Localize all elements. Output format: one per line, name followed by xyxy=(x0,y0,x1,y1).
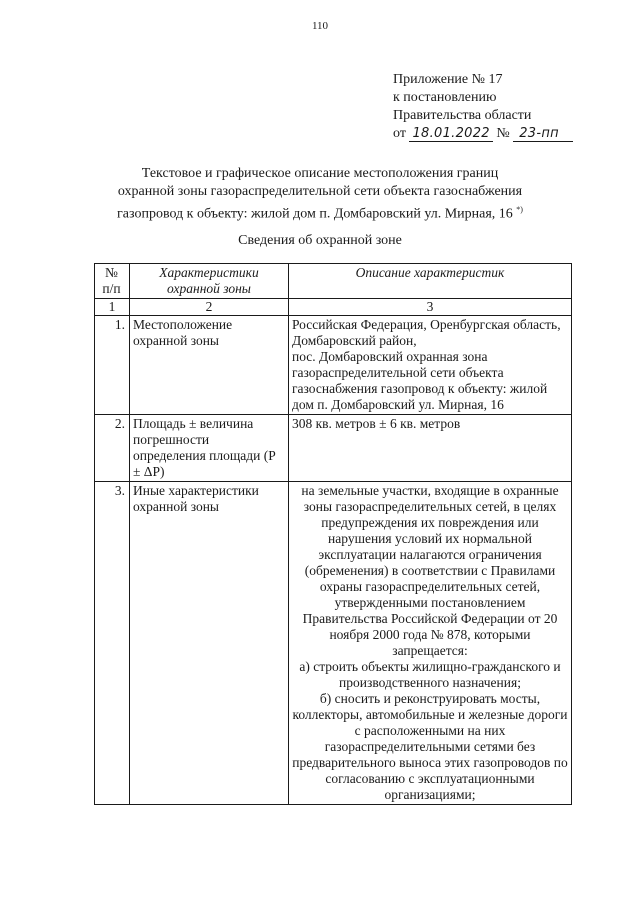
description-paragraph: 308 кв. метров ± 6 кв. метров xyxy=(292,416,461,431)
header-num: № п/п xyxy=(95,264,130,299)
handwritten-date: 18.01.2022 xyxy=(409,126,492,142)
row-description xyxy=(289,415,572,482)
description-paragraph: Российская Федерация, Оренбургская область, Домбаровский район, xyxy=(292,317,561,348)
title-line-3: газопровод к объекту: жилой дом п. Домбаровский ул. Мирная, 16 *) xyxy=(117,205,523,222)
table-row xyxy=(95,415,572,482)
from-label: от xyxy=(393,126,406,141)
handwritten-number: 23-пп xyxy=(513,126,573,142)
row-description xyxy=(289,316,572,415)
row-number: 1. xyxy=(95,316,130,415)
row-characteristic: Местоположение охранной зоны xyxy=(130,316,289,415)
title-line-1: Текстовое и графическое описание местоположения границ xyxy=(141,166,499,181)
row-characteristic: Площадь ± величина погрешности определения площади (P ± ΔP) xyxy=(130,415,289,482)
page-number: 110 xyxy=(311,20,329,32)
table-row xyxy=(95,482,572,805)
appendix-line-3: Правительства области xyxy=(393,108,532,123)
document-title xyxy=(0,165,640,224)
description-paragraph: на земельные участки, входящие в охранные зоны газораспределительных сетей, в целях предупреждения их повреждения или нарушения условий их нормальной эксплуатации налагаются ограничения (обременения) в соответствии с Правилами охраны газораспределительных сетей, утвержденными постановлением Правительства Российской Федерации от 20 ноября 2000 года № 878, которыми запрещается: xyxy=(301,483,559,658)
header-description: Описание характеристик xyxy=(289,264,572,299)
row-characteristic: Иные характеристики охранной зоны xyxy=(130,482,289,805)
table-column-numbers-row xyxy=(95,299,572,316)
appendix-line-1: Приложение № 17 xyxy=(393,72,503,87)
column-number: 3 xyxy=(289,299,572,316)
appendix-block xyxy=(393,71,573,143)
description-paragraph: пос. Домбаровский охранная зона газораспределительной сети объекта газоснабжения газопровод к объекту: жилой дом п. Домбаровский ул. Мирная, 16 xyxy=(292,349,548,412)
section-subtitle: Сведения об охранной зоне xyxy=(238,233,402,248)
table-row xyxy=(95,316,572,415)
column-number: 2 xyxy=(130,299,289,316)
column-number: 1 xyxy=(95,299,130,316)
row-description xyxy=(289,482,572,805)
row-number: 3. xyxy=(95,482,130,805)
footnote-mark: *) xyxy=(516,205,523,214)
table-header-row xyxy=(95,264,572,299)
appendix-line-2: к постановлению xyxy=(393,90,497,105)
appendix-date-line xyxy=(393,125,573,143)
description-paragraph: а) строить объекты жилищно-гражданского и производственного назначения; xyxy=(299,659,561,690)
number-label: № xyxy=(496,126,510,141)
title-line-2: охранной зоны газораспределительной сети объекта газоснабжения xyxy=(117,184,523,199)
row-number: 2. xyxy=(95,415,130,482)
description-paragraph: б) сносить и реконструировать мосты, коллекторы, автомобильные и железные дороги с расположенными на них газораспределительными сетями без предварительного выноса этих газопроводов по согласованию с эксплуатационными организациями; xyxy=(292,691,568,802)
header-characteristic: Характеристики охранной зоны xyxy=(130,264,289,299)
zone-info-table xyxy=(94,263,572,805)
